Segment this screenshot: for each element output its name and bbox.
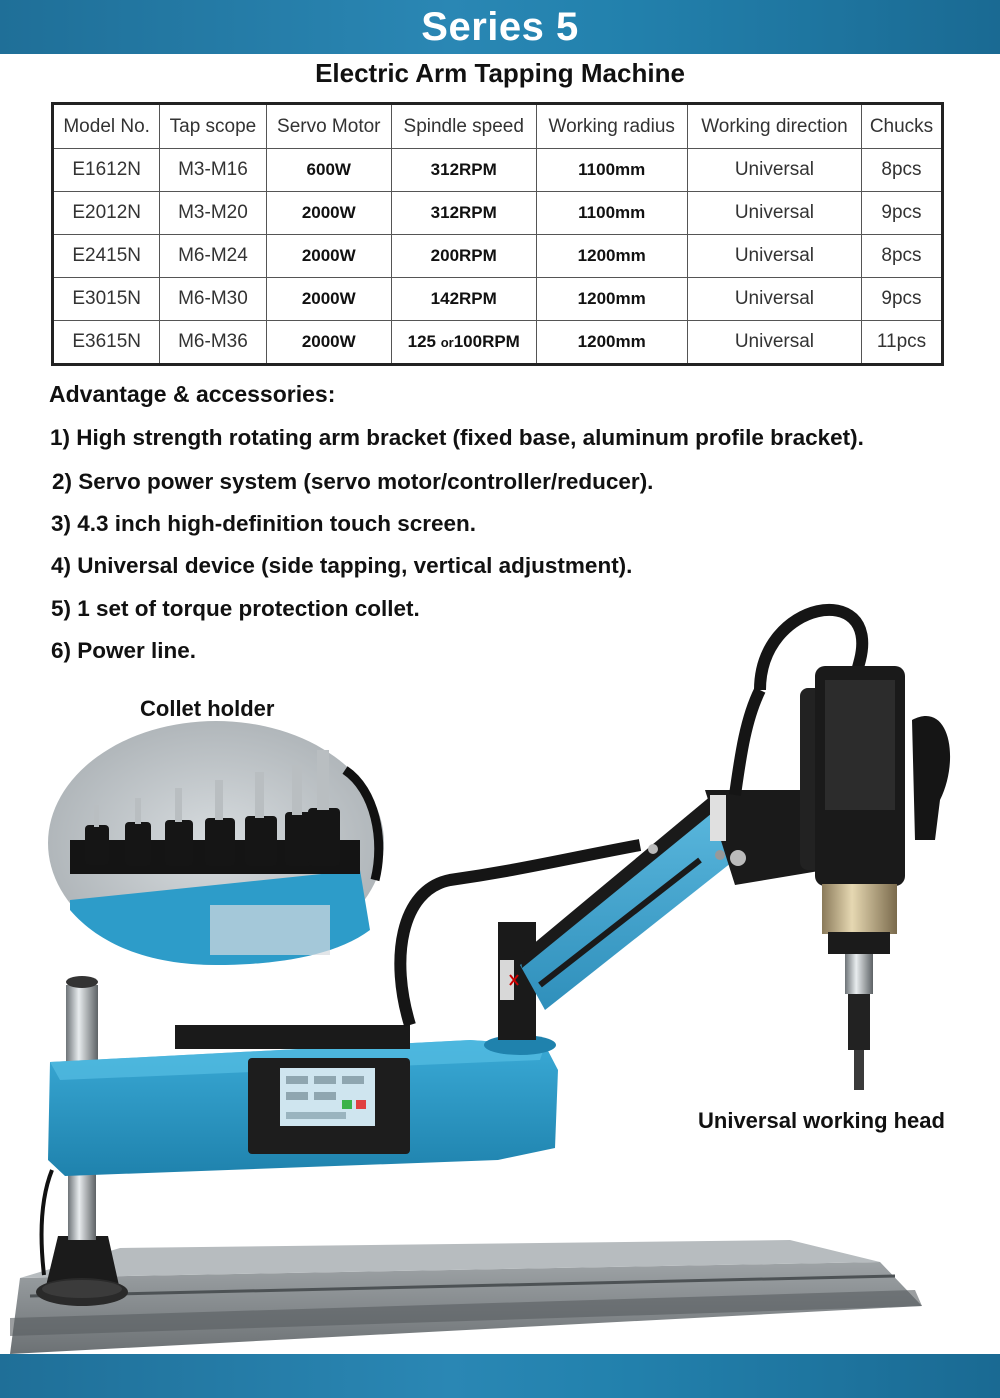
cell-chucks: 8pcs (861, 235, 942, 278)
cell-chucks: 9pcs (861, 192, 942, 235)
cell-working-radius: 1200mm (536, 321, 687, 365)
speed-part-b: 100RPM (453, 332, 520, 351)
cell-working-direction: Universal (687, 192, 861, 235)
cell-working-direction: Universal (687, 235, 861, 278)
table-row (53, 192, 943, 235)
cell-model: E2012N (53, 192, 160, 235)
header-working-radius: Working radius (536, 104, 687, 149)
advantage-item: 1) High strength rotating arm bracket (fixed base, aluminum profile bracket). (50, 425, 864, 450)
cell-servo-motor: 2000W (266, 192, 391, 235)
top-banner (0, 0, 1000, 54)
cell-servo-motor: 2000W (266, 235, 391, 278)
advantages-title: Advantage & accessories: (49, 381, 336, 407)
advantage-item: 6) Power line. (51, 638, 197, 663)
cell-tap-scope: M3-M20 (160, 192, 266, 235)
working-head-label: Universal working head (698, 1108, 945, 1133)
product-subtitle: Electric Arm Tapping Machine (315, 58, 685, 88)
cell-servo-motor: 2000W (266, 321, 391, 365)
header-working-direction: Working direction (687, 104, 861, 149)
cell-model: E1612N (53, 149, 160, 192)
cell-spindle-speed: 312RPM (391, 192, 536, 235)
header-spindle-speed: Spindle speed (391, 104, 536, 149)
cell-working-radius: 1100mm (536, 192, 687, 235)
header-model: Model No. (53, 104, 160, 149)
advantage-item: 4) Universal device (side tapping, vertical adjustment). (51, 553, 633, 578)
cell-tap-scope: M6-M30 (160, 278, 266, 321)
header-servo-motor: Servo Motor (266, 104, 391, 149)
header-tap-scope: Tap scope (160, 104, 266, 149)
cell-chucks: 9pcs (861, 278, 942, 321)
cell-spindle-speed: 142RPM (391, 278, 536, 321)
advantage-item: 3) 4.3 inch high-definition touch screen. (51, 511, 477, 536)
speed-part-a: 125 (407, 332, 441, 351)
speed-part-or: or (440, 335, 454, 350)
cell-servo-motor: 600W (266, 149, 391, 192)
cell-chucks: 8pcs (861, 149, 942, 192)
bottom-banner (0, 1354, 1000, 1398)
work-table (10, 1240, 922, 1354)
cell-spindle-speed: 200RPM (391, 235, 536, 278)
table-row (53, 235, 943, 278)
table-row (53, 278, 943, 321)
advantage-item: 5) 1 set of torque protection collet. (51, 596, 420, 621)
advantage-item: 2) Servo power system (servo motor/controller/reducer). (52, 469, 654, 494)
cell-working-direction: Universal (687, 278, 861, 321)
cell-tap-scope: M3-M16 (160, 149, 266, 192)
spec-table (51, 102, 944, 366)
cell-servo-motor: 2000W (266, 278, 391, 321)
cell-model: E3015N (53, 278, 160, 321)
cell-working-radius: 1200mm (536, 235, 687, 278)
cell-chucks: 11pcs (861, 321, 942, 365)
table-row (53, 321, 943, 365)
table-header-row (53, 104, 943, 149)
cell-tap-scope: M6-M24 (160, 235, 266, 278)
cell-spindle-speed: 312RPM (391, 149, 536, 192)
working-head (800, 666, 950, 1090)
collet-holder-inset (48, 721, 384, 965)
touch-screen (248, 1058, 410, 1154)
cell-tap-scope: M6-M36 (160, 321, 266, 365)
header-chucks: Chucks (861, 104, 942, 149)
series-title: Series 5 (421, 4, 579, 49)
collet-holder-label: Collet holder (140, 696, 275, 721)
cell-model: E3615N (53, 321, 160, 365)
cell-working-direction: Universal (687, 321, 861, 365)
cell-working-radius: 1100mm (536, 149, 687, 192)
cell-working-direction: Universal (687, 149, 861, 192)
cell-spindle-speed (391, 321, 536, 365)
table-row (53, 149, 943, 192)
cell-model: E2415N (53, 235, 160, 278)
cell-working-radius: 1200mm (536, 278, 687, 321)
